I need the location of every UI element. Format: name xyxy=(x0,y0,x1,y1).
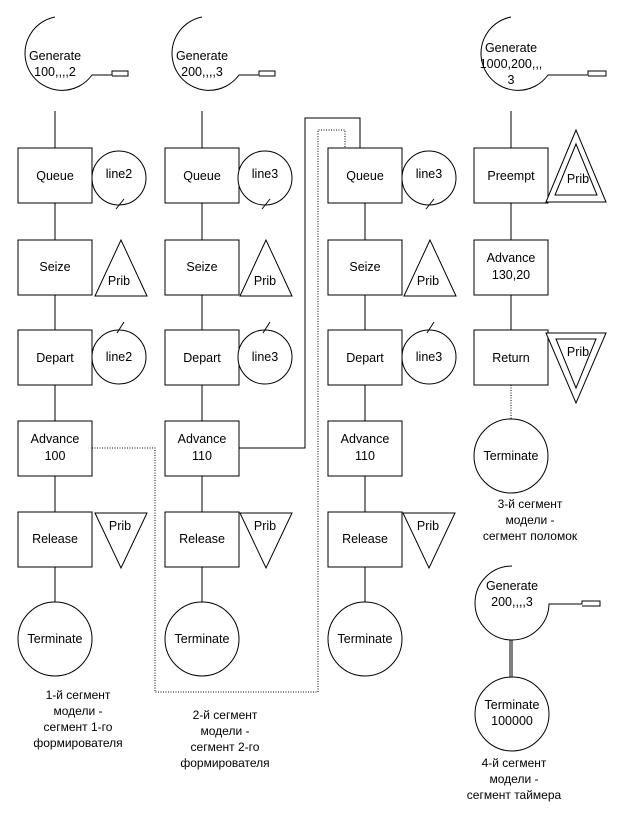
caption-line: 1-й сегмент xyxy=(45,688,111,702)
depart-line-circle xyxy=(92,322,146,384)
release-block xyxy=(18,512,92,567)
segment-2 xyxy=(165,17,360,770)
depart-line-circle xyxy=(402,322,456,384)
release-block xyxy=(328,512,402,567)
terminate-block xyxy=(474,419,548,493)
advance-params: 110 xyxy=(192,449,212,463)
depart-block xyxy=(165,330,239,385)
queue-line-label: line3 xyxy=(415,167,443,181)
terminate-params: 100000 xyxy=(491,714,533,728)
generate-params: 1000,200,,, xyxy=(479,57,543,71)
seize-block xyxy=(328,240,402,295)
seize-label: Seize xyxy=(39,260,71,274)
terminate-label: Terminate xyxy=(484,698,540,712)
depart-line-label: line3 xyxy=(251,350,279,364)
terminate-block xyxy=(475,677,549,751)
caption-line: модели - xyxy=(200,724,250,738)
preempt-prib-double-triangle xyxy=(546,130,606,202)
release-label: Release xyxy=(342,532,388,546)
queue-block xyxy=(165,148,239,203)
caption-line: формирователя xyxy=(33,736,123,750)
segment-3 xyxy=(474,17,606,543)
release-prib-label: Prib xyxy=(253,519,277,533)
terminate-block xyxy=(165,602,239,676)
preempt-block xyxy=(474,148,548,203)
generate-label: Generate xyxy=(28,49,82,63)
depart-label: Depart xyxy=(183,351,221,365)
seize-block xyxy=(165,240,239,295)
caption-line: модели - xyxy=(489,772,539,786)
preempt-label: Preempt xyxy=(487,169,535,183)
caption-line: сегмент 2-го xyxy=(190,740,260,754)
segment-1-caption xyxy=(33,688,122,750)
queue-block xyxy=(18,148,92,203)
queue-label: Queue xyxy=(36,169,74,183)
release-block xyxy=(165,512,239,567)
seize-prib-triangle xyxy=(404,240,456,296)
depart-block xyxy=(328,330,402,385)
generate-label: Generate xyxy=(175,49,229,63)
generate-block xyxy=(480,17,606,90)
advance-label: Advance xyxy=(340,432,390,446)
depart-line-circle xyxy=(238,322,292,384)
seize-prib-label: Prib xyxy=(416,274,440,288)
depart-label: Depart xyxy=(346,351,384,365)
terminate-label: Terminate xyxy=(483,449,539,463)
queue-line-circle xyxy=(402,151,456,209)
return-label: Return xyxy=(492,351,530,365)
advance-params: 100 xyxy=(44,449,66,463)
depart-line-label: line3 xyxy=(415,350,443,364)
depart-line-label: line2 xyxy=(105,350,133,364)
seize-label: Seize xyxy=(349,260,381,274)
release-prib-triangle xyxy=(95,513,147,568)
generate-params: 100,,,,2 xyxy=(34,65,76,79)
advance-block xyxy=(165,421,239,476)
seize-prib-label: Prib xyxy=(253,274,277,288)
terminate-block xyxy=(18,602,92,676)
generate-params: 3 xyxy=(507,73,515,87)
caption-line: 3-й сегмент xyxy=(497,497,563,511)
release-prib-label: Prib xyxy=(108,519,132,533)
release-prib-triangle xyxy=(240,513,292,568)
generate-block xyxy=(25,17,128,90)
queue-block xyxy=(328,148,402,203)
advance-block xyxy=(474,240,548,295)
terminate-label: Terminate xyxy=(174,632,230,646)
seize-label: Seize xyxy=(186,260,218,274)
segment-2-caption xyxy=(180,708,269,770)
segment-4 xyxy=(467,566,600,802)
generate-block xyxy=(475,566,600,640)
segment-1 xyxy=(18,17,147,750)
return-block xyxy=(474,330,548,385)
generate-label: Generate xyxy=(484,41,538,55)
queue-label: Queue xyxy=(346,169,384,183)
generate-block xyxy=(172,17,275,90)
terminate-block xyxy=(328,602,402,676)
release-prib-label: Prib xyxy=(416,519,440,533)
advance-label: Advance xyxy=(30,432,80,446)
queue-line-circle xyxy=(238,151,292,209)
depart-label: Depart xyxy=(36,351,74,365)
queue-line-circle xyxy=(92,151,146,209)
segment-2b xyxy=(328,148,456,676)
caption-line: модели - xyxy=(505,513,555,527)
seize-prib-triangle xyxy=(240,240,292,296)
advance-params: 110 xyxy=(355,449,375,463)
advance-block xyxy=(328,421,402,476)
generate-params: 200,,,,3 xyxy=(181,65,223,79)
seize-block xyxy=(18,240,92,295)
terminate-label: Terminate xyxy=(337,632,393,646)
segment-4-caption xyxy=(467,756,562,802)
return-prib-double-triangle xyxy=(546,333,606,403)
advance-params: 130,20 xyxy=(491,268,531,282)
caption-line: 4-й сегмент xyxy=(481,756,547,770)
caption-line: сегмент поломок xyxy=(482,529,578,543)
advance-label: Advance xyxy=(486,251,536,265)
caption-line: 2-й сегмент xyxy=(192,708,258,722)
return-prib-label: Prib xyxy=(566,345,590,359)
caption-line: модели - xyxy=(53,704,103,718)
release-prib-triangle xyxy=(403,513,455,568)
terminate-label: Terminate xyxy=(27,632,83,646)
advance-block xyxy=(18,421,92,476)
queue-label: Queue xyxy=(183,169,221,183)
queue-line-label: line3 xyxy=(251,167,279,181)
generate-params: 200,,,,3 xyxy=(491,595,533,609)
seize-prib-label: Prib xyxy=(107,274,131,288)
caption-line: формирователя xyxy=(180,756,270,770)
depart-block xyxy=(18,330,92,385)
release-label: Release xyxy=(179,532,225,546)
caption-line: сегмент 1-го xyxy=(43,720,113,734)
generate-label: Generate xyxy=(485,579,539,593)
caption-line: сегмент таймера xyxy=(466,788,562,802)
preempt-prib-label: Prib xyxy=(566,172,590,186)
seize-prib-triangle xyxy=(95,240,147,296)
segment-3-caption xyxy=(483,497,578,543)
release-label: Release xyxy=(32,532,78,546)
queue-line-label: line2 xyxy=(105,167,133,181)
advance-label: Advance xyxy=(177,432,227,446)
